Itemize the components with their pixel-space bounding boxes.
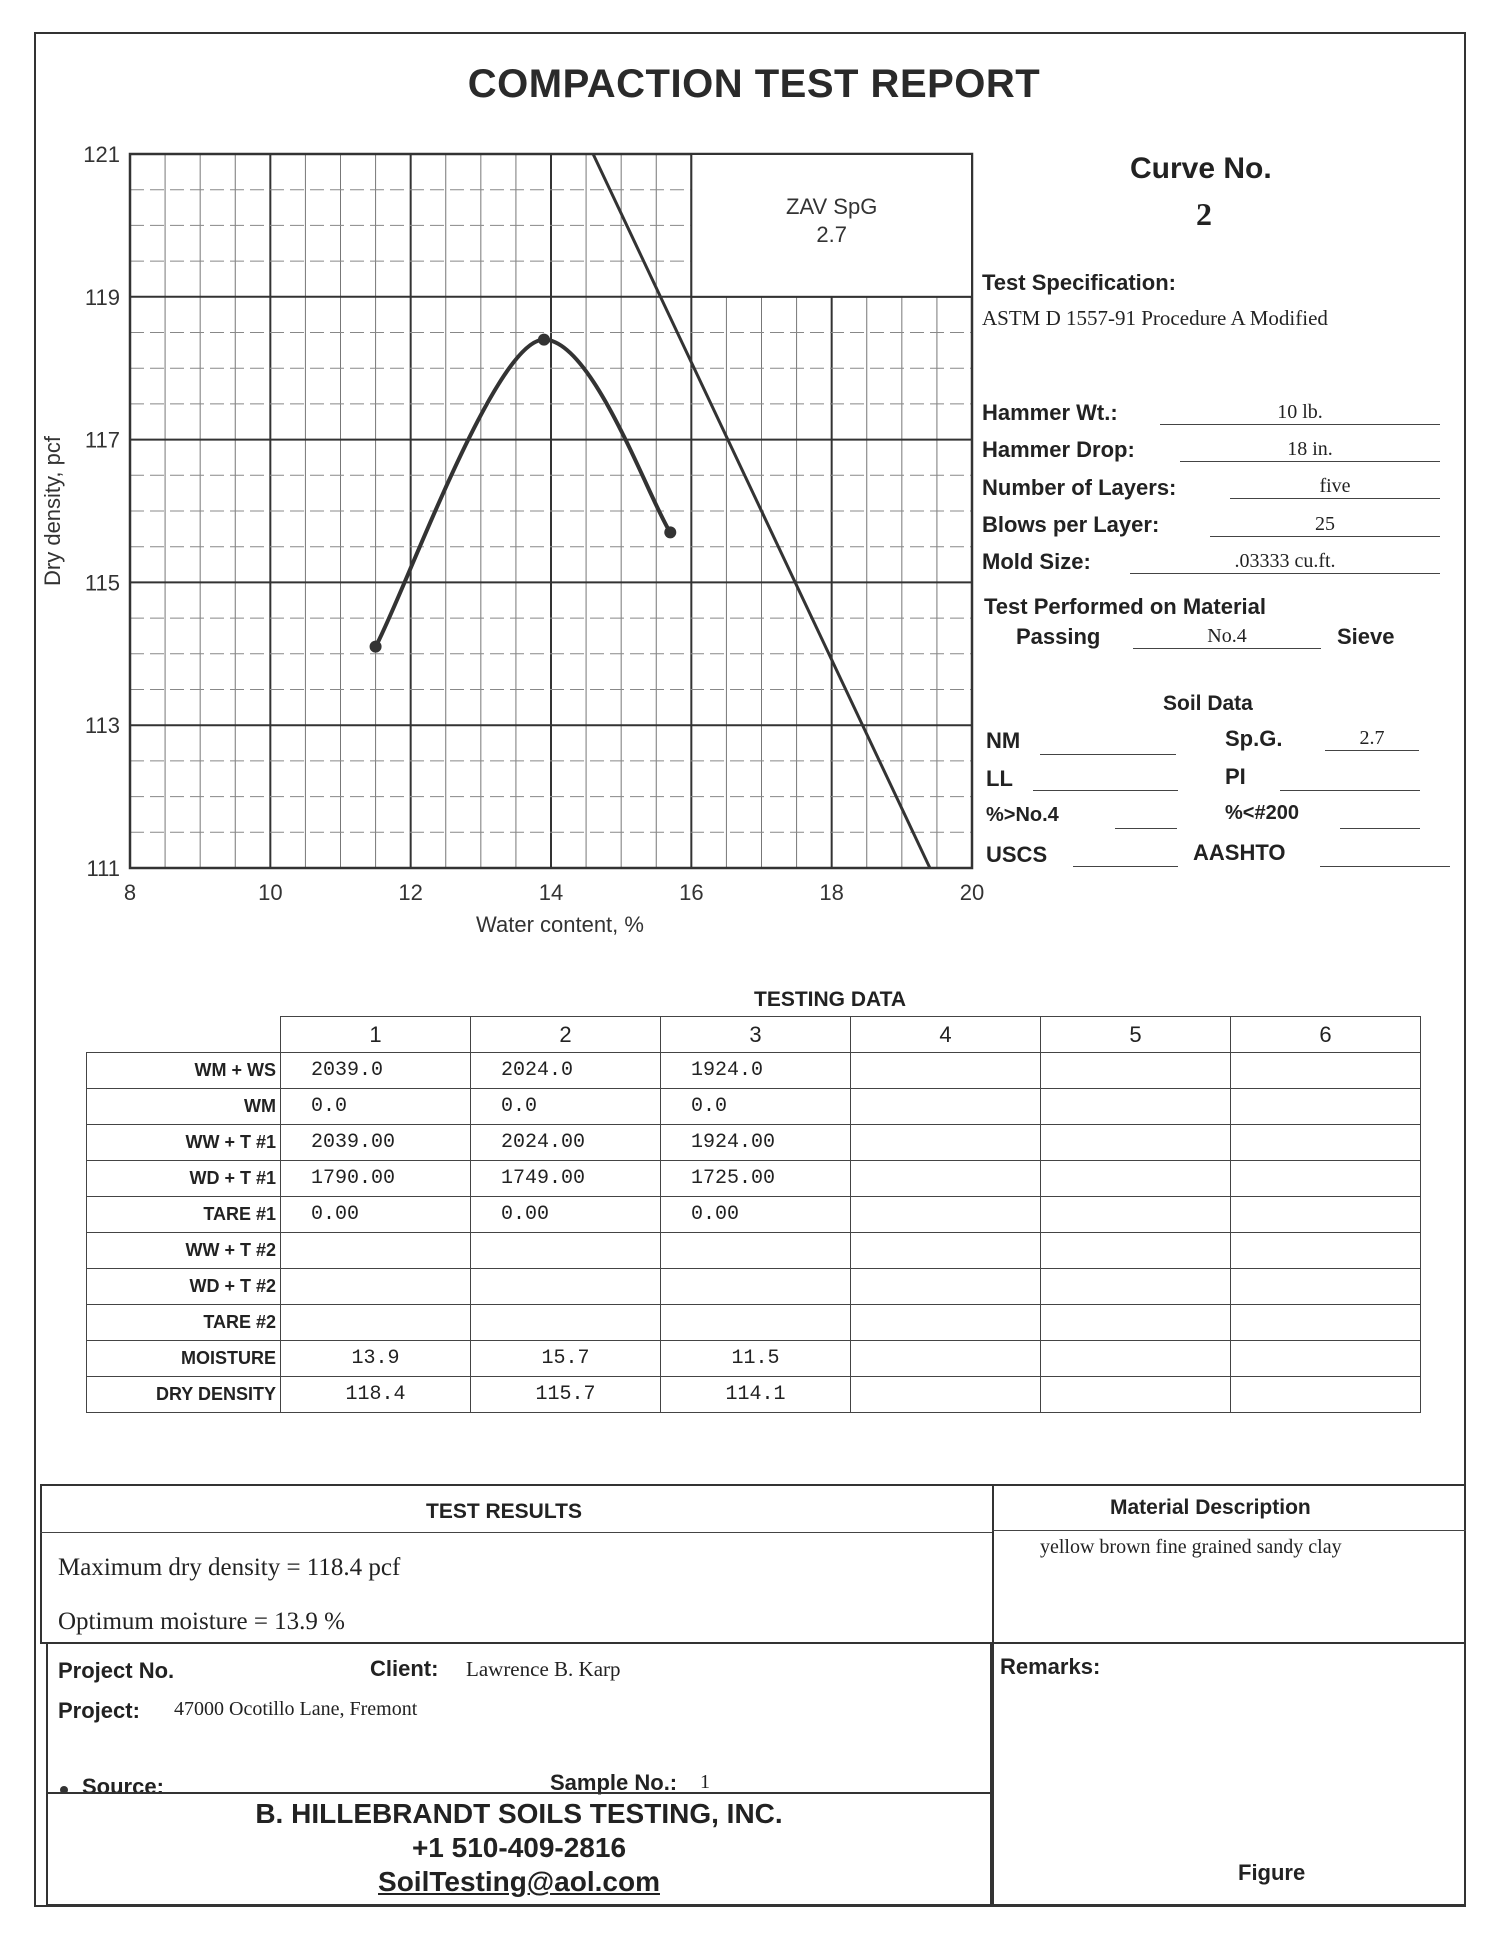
client-value: Lawrence B. Karp xyxy=(466,1657,621,1681)
table-cell xyxy=(1231,1305,1421,1341)
no200-label: %<#200 xyxy=(1225,802,1299,824)
x-tick-label: 8 xyxy=(123,880,137,905)
table-cell xyxy=(661,1233,851,1269)
table-cell xyxy=(1231,1161,1421,1197)
no4-value xyxy=(1115,804,1177,829)
table-cell: 11.5 xyxy=(661,1341,851,1377)
table-cell: 0.00 xyxy=(471,1197,661,1233)
source-label: Source: xyxy=(82,1774,164,1799)
table-cell: 115.7 xyxy=(471,1377,661,1413)
curve-number: 2 xyxy=(1196,196,1212,232)
data-point xyxy=(664,526,676,538)
table-cell: 2024.00 xyxy=(471,1125,661,1161)
layers-value: five xyxy=(1230,474,1440,499)
table-cell: 2039.0 xyxy=(281,1053,471,1089)
no200-value xyxy=(1340,804,1420,829)
table-cell xyxy=(661,1305,851,1341)
table-row xyxy=(87,1233,1421,1269)
passing-value: No.4 xyxy=(1133,624,1321,649)
table-cell: 0.0 xyxy=(281,1089,471,1125)
table-cell xyxy=(851,1197,1041,1233)
table-row xyxy=(87,1089,1421,1125)
table-cell: 13.9 xyxy=(281,1341,471,1377)
row-label: TARE #1 xyxy=(87,1197,281,1233)
client-label: Client: xyxy=(370,1656,439,1681)
table-cell xyxy=(1231,1053,1421,1089)
hammer-wt-value: 10 lb. xyxy=(1160,400,1440,425)
sample-label: Sample No.: xyxy=(550,1770,678,1795)
table-cell xyxy=(1041,1125,1231,1161)
table-cell xyxy=(281,1233,471,1269)
row-label: WW + T #2 xyxy=(87,1233,281,1269)
y-tick-label: 115 xyxy=(84,570,120,596)
table-row xyxy=(87,1053,1421,1089)
table-cell xyxy=(1041,1233,1231,1269)
table-cell: 1924.00 xyxy=(661,1125,851,1161)
layers-label: Number of Layers: xyxy=(982,475,1177,500)
row-label: WM + WS xyxy=(87,1053,281,1089)
blows-value: 25 xyxy=(1210,512,1440,537)
chart-points xyxy=(370,334,677,653)
table-cell xyxy=(1041,1341,1231,1377)
y-tick-label: 121 xyxy=(83,142,120,167)
zav-annotation-line2: 2.7 xyxy=(816,222,847,247)
data-point xyxy=(370,641,382,653)
table-cell xyxy=(1231,1269,1421,1305)
column-header: 1 xyxy=(281,1017,471,1053)
x-tick-label: 20 xyxy=(959,880,985,905)
uscs-value xyxy=(1073,842,1178,867)
table-header-row xyxy=(87,1017,1421,1053)
table-cell xyxy=(851,1125,1041,1161)
company-phone: +1 510-409-2816 xyxy=(411,1832,627,1863)
curve-label: Curve No. xyxy=(1130,152,1272,185)
table-cell xyxy=(1041,1053,1231,1089)
sample-value: 1 xyxy=(700,1771,710,1793)
table-row xyxy=(87,1125,1421,1161)
test-spec-value: ASTM D 1557-91 Procedure A Modified xyxy=(982,306,1328,330)
y-tick-label: 117 xyxy=(84,427,120,453)
testing-data-title: TESTING DATA xyxy=(754,988,907,1011)
table-cell xyxy=(1041,1197,1231,1233)
column-header: 2 xyxy=(471,1017,661,1053)
pi-value xyxy=(1280,766,1420,791)
table-row xyxy=(87,1377,1421,1413)
mold-size-label: Mold Size: xyxy=(982,549,1091,574)
row-label: WM xyxy=(87,1089,281,1125)
project-label: Project: xyxy=(58,1698,140,1723)
table-cell xyxy=(471,1269,661,1305)
y-tick-label: 119 xyxy=(84,284,120,310)
x-tick-label: 16 xyxy=(679,880,704,905)
table-row xyxy=(87,1161,1421,1197)
zav-annotation-line1: ZAV SpG xyxy=(786,194,878,219)
table-cell xyxy=(281,1269,471,1305)
table-cell: 2024.0 xyxy=(471,1053,661,1089)
aashto-value xyxy=(1320,842,1450,867)
y-tick-label: 111 xyxy=(86,856,120,881)
material-test-label: Test Performed on Material xyxy=(984,594,1266,619)
table-row xyxy=(87,1269,1421,1305)
x-tick-label: 10 xyxy=(258,880,283,905)
table-cell: 0.0 xyxy=(661,1089,851,1125)
sieve-label: Sieve xyxy=(1337,624,1395,649)
table-cell xyxy=(1231,1233,1421,1269)
row-label: WD + T #2 xyxy=(87,1269,281,1305)
material-divider xyxy=(992,1530,1466,1531)
table-cell: 1725.00 xyxy=(661,1161,851,1197)
soil-data-title: Soil Data xyxy=(1163,692,1253,715)
table-row xyxy=(87,1197,1421,1233)
row-label: DRY DENSITY xyxy=(87,1377,281,1413)
table-cell: 118.4 xyxy=(281,1377,471,1413)
nm-value xyxy=(1040,730,1176,755)
test-spec-label: Test Specification: xyxy=(982,270,1176,295)
table-cell xyxy=(1231,1089,1421,1125)
project-value: 47000 Ocotillo Lane, Fremont xyxy=(174,1698,418,1720)
table-cell xyxy=(851,1269,1041,1305)
x-tick-label: 14 xyxy=(538,880,564,905)
optimum-moisture: Optimum moisture = 13.9 % xyxy=(58,1608,345,1635)
no4-label: %>No.4 xyxy=(986,804,1059,826)
ll-label: LL xyxy=(986,766,1013,791)
table-cell xyxy=(851,1161,1041,1197)
remarks-label: Remarks: xyxy=(1000,1654,1101,1679)
material-title: Material Description xyxy=(1110,1496,1311,1519)
table-cell xyxy=(1041,1305,1231,1341)
row-label: WW + T #1 xyxy=(87,1125,281,1161)
testing-data-table xyxy=(86,1016,1421,1413)
column-header: 5 xyxy=(1041,1017,1231,1053)
column-header: 4 xyxy=(851,1017,1041,1053)
material-value: yellow brown fine grained sandy clay xyxy=(1040,1536,1342,1558)
remarks-box xyxy=(992,1642,1466,1906)
x-axis-label: Water content, % xyxy=(476,912,644,937)
table-cell xyxy=(1041,1089,1231,1125)
table-cell: 1790.00 xyxy=(281,1161,471,1197)
table-cell xyxy=(471,1233,661,1269)
nm-label: NM xyxy=(986,728,1021,753)
table-cell: 114.1 xyxy=(661,1377,851,1413)
table-cell xyxy=(851,1377,1041,1413)
ll-value xyxy=(1033,766,1178,791)
hammer-wt-label: Hammer Wt.: xyxy=(982,400,1118,425)
aashto-label: AASHTO xyxy=(1193,840,1286,865)
row-label: MOISTURE xyxy=(87,1341,281,1377)
test-results-title: TEST RESULTS xyxy=(426,1500,582,1523)
table-cell xyxy=(471,1305,661,1341)
pi-label: PI xyxy=(1225,764,1246,789)
table-cell xyxy=(1041,1161,1231,1197)
table-cell: 0.00 xyxy=(661,1197,851,1233)
row-label: WD + T #1 xyxy=(87,1161,281,1197)
table-cell xyxy=(851,1341,1041,1377)
table-cell xyxy=(1041,1269,1231,1305)
table-cell xyxy=(851,1053,1041,1089)
x-tick-label: 18 xyxy=(819,880,844,905)
table-cell xyxy=(851,1089,1041,1125)
table-cell xyxy=(1231,1377,1421,1413)
table-cell: 0.00 xyxy=(281,1197,471,1233)
mold-size-value: .03333 cu.ft. xyxy=(1130,549,1440,574)
column-header: 3 xyxy=(661,1017,851,1053)
test-results-divider xyxy=(40,1532,994,1533)
table-cell: 2039.00 xyxy=(281,1125,471,1161)
table-cell: 1924.0 xyxy=(661,1053,851,1089)
hammer-drop-value: 18 in. xyxy=(1180,437,1440,462)
report-title: COMPACTION TEST REPORT xyxy=(467,62,1041,106)
table-cell xyxy=(1041,1377,1231,1413)
hammer-drop-label: Hammer Drop: xyxy=(982,437,1135,462)
project-no-label: Project No. xyxy=(58,1658,175,1683)
blows-label: Blows per Layer: xyxy=(982,512,1160,537)
table-cell: 15.7 xyxy=(471,1341,661,1377)
company-name: B. HILLEBRANDT SOILS TESTING, INC. xyxy=(255,1798,783,1829)
table-cell xyxy=(661,1269,851,1305)
compaction-curve xyxy=(376,340,671,647)
max-dry-density: Maximum dry density = 118.4 pcf xyxy=(58,1554,401,1581)
row-label: TARE #2 xyxy=(87,1305,281,1341)
spg-label: Sp.G. xyxy=(1225,726,1283,751)
table-row xyxy=(87,1305,1421,1341)
table-cell xyxy=(1231,1197,1421,1233)
table-cell: 0.0 xyxy=(471,1089,661,1125)
figure-label: Figure xyxy=(1238,1860,1306,1885)
company-email[interactable]: SoilTesting@aol.com xyxy=(378,1866,660,1897)
y-axis-label: Dry density, pcf xyxy=(40,436,65,586)
uscs-label: USCS xyxy=(986,842,1048,867)
table-cell xyxy=(281,1305,471,1341)
table-cell xyxy=(1231,1341,1421,1377)
table-cell xyxy=(1231,1125,1421,1161)
spg-value: 2.7 xyxy=(1325,726,1419,751)
passing-label: Passing xyxy=(1016,624,1101,649)
y-tick-label: 113 xyxy=(84,713,120,739)
table-row xyxy=(87,1341,1421,1377)
x-tick-label: 12 xyxy=(398,880,423,905)
table-cell: 1749.00 xyxy=(471,1161,661,1197)
table-cell xyxy=(851,1305,1041,1341)
column-header: 6 xyxy=(1231,1017,1421,1053)
data-point xyxy=(538,334,550,346)
table-cell xyxy=(851,1233,1041,1269)
